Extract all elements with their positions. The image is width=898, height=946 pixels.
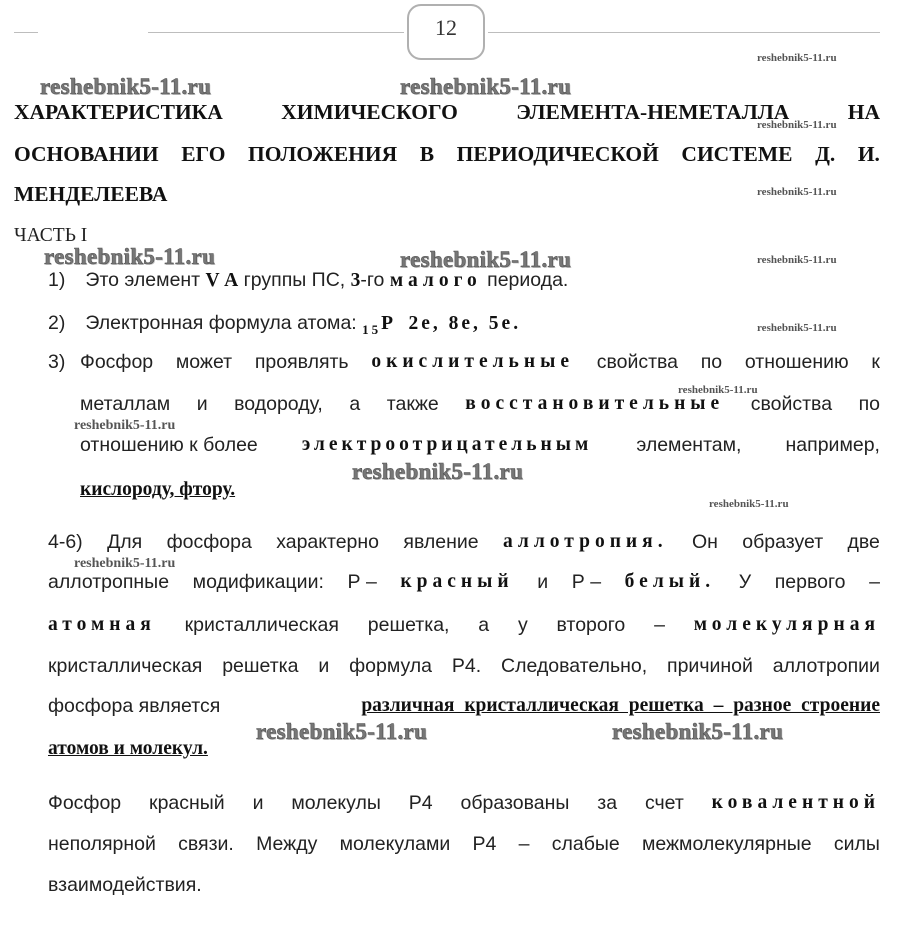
header-rule-right: [488, 32, 880, 33]
title-line-3: МЕНДЕЛЕЕВА: [14, 182, 168, 206]
paragraph-4-6-line-1: 4-6) Для фосфора характерно явление аллотропия. Он образует две: [48, 531, 880, 553]
watermark: reshebnik5-11.ru: [709, 498, 789, 510]
list-item-3-line-2: металлам и водороду, а также восстановительные свойства по: [80, 393, 880, 415]
watermark: reshebnik5-11.ru: [757, 186, 837, 198]
watermark: reshebnik5-11.ru: [74, 556, 176, 571]
watermark: reshebnik5-11.ru: [757, 119, 837, 131]
paragraph-7-line-2: неполярной связи. Между молекулами Р4 – слабые межмолекулярные силы: [48, 833, 880, 855]
watermark: reshebnik5-11.ru: [678, 384, 758, 396]
paragraph-4-6-line-6: атомов и молекул.: [48, 738, 208, 759]
header-rule-mid: [148, 32, 404, 33]
watermark: reshebnik5-11.ru: [352, 459, 524, 484]
header-rule-left: [14, 32, 38, 33]
title-line-2: ОСНОВАНИИ ЕГО ПОЛОЖЕНИЯ В ПЕРИОДИЧЕСКОЙ СИСТЕМЕ Д. И.: [14, 142, 880, 166]
watermark: reshebnik5-11.ru: [44, 244, 216, 269]
title-line-1: ХАРАКТЕРИСТИКА ХИМИЧЕСКОГО ЭЛЕМЕНТА-НЕМЕТАЛЛА НА: [14, 100, 880, 124]
watermark: reshebnik5-11.ru: [757, 52, 837, 64]
list-item-3-line-3: отношению к более электроотрицательным элементам, например,: [80, 434, 880, 456]
watermark: reshebnik5-11.ru: [612, 719, 784, 744]
watermark: reshebnik5-11.ru: [400, 74, 572, 99]
page-number: 12: [407, 4, 485, 60]
list-item-1: 1) Это элемент V А группы ПС, 3-го малого периода.: [48, 269, 569, 291]
watermark: reshebnik5-11.ru: [757, 254, 837, 266]
watermark: reshebnik5-11.ru: [757, 322, 837, 334]
watermark: reshebnik5-11.ru: [256, 719, 428, 744]
paragraph-4-6-line-4: кристаллическая решетка и формула Р4. Следовательно, причиной аллотропии: [48, 655, 880, 677]
watermark: reshebnik5-11.ru: [74, 418, 176, 433]
list-item-2: 2) Электронная формула атома: $_{15}$P 2е, 8е, 5е.: [48, 312, 522, 337]
paragraph-4-6-line-2: аллотропные модификации: Р – красный и Р – белый. У первого –: [48, 571, 880, 593]
paragraph-7-line-1: Фосфор красный и молекулы Р4 образованы за счет ковалентной: [48, 792, 880, 814]
list-item-3-line-1: 3) Фосфор может проявлять окислительные свойства по отношению к: [48, 351, 880, 373]
paragraph-4-6-line-3: атомная кристаллическая решетка, а у второго – молекулярная: [48, 614, 880, 636]
paragraph-7-line-3: взаимодействия.: [48, 874, 202, 896]
paragraph-4-6-line-5: фосфора является различная кристаллическая решетка – разное строение: [48, 695, 880, 717]
part-label: ЧАСТЬ I: [14, 225, 88, 246]
watermark: reshebnik5-11.ru: [40, 74, 212, 99]
list-item-3-answer: кислороду, фтору.: [80, 479, 236, 500]
watermark: reshebnik5-11.ru: [400, 247, 572, 272]
